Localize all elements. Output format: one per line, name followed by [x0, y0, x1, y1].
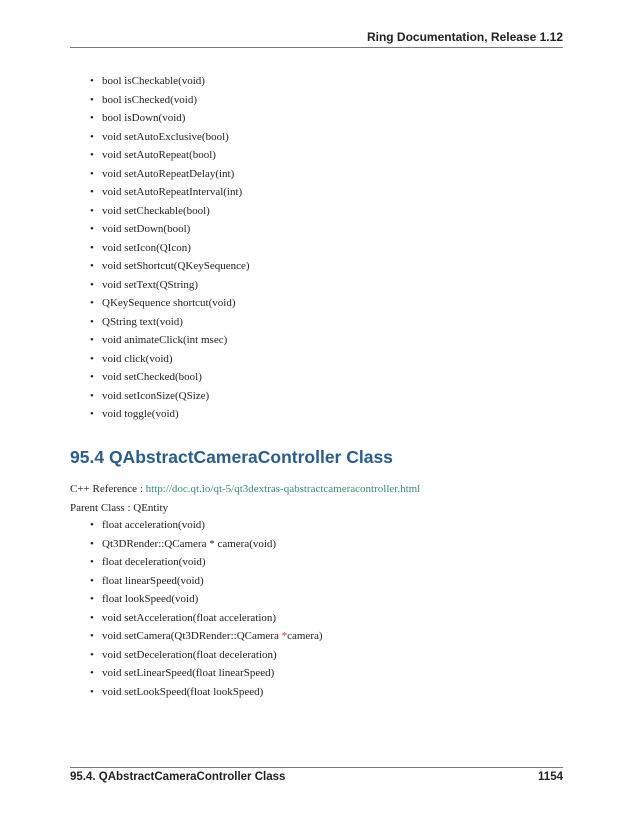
- list-item: • void setAutoRepeatInterval(int): [90, 183, 250, 202]
- list-item: • void setAutoRepeat(bool): [90, 146, 250, 165]
- list-item: • void setDown(bool): [90, 220, 250, 239]
- methods-list-1: [90, 72, 250, 424]
- page-footer: [70, 771, 563, 783]
- list-item: • void setIcon(QIcon): [90, 239, 250, 258]
- list-item: • void toggle(void): [90, 405, 250, 424]
- list-item: • void setCheckable(bool): [90, 202, 250, 221]
- list-item: • void setText(QString): [90, 276, 250, 295]
- list-item: • float deceleration(void): [90, 553, 323, 572]
- parent-class: Parent Class : QEntity: [70, 502, 169, 514]
- list-item: • float lookSpeed(void): [90, 590, 323, 609]
- page-number: 1154: [538, 771, 563, 783]
- highlight-asterisk: *: [281, 630, 288, 642]
- list-item: • float linearSpeed(void): [90, 572, 323, 591]
- methods-list-2: [90, 516, 323, 701]
- list-item: • bool isDown(void): [90, 109, 250, 128]
- list-item: • void setAutoRepeatDelay(int): [90, 165, 250, 184]
- footer-divider: [70, 767, 563, 768]
- list-item: • void animateClick(int msec): [90, 331, 250, 350]
- cpp-reference-label: C++ Reference :: [70, 483, 146, 495]
- section-title: [70, 447, 393, 468]
- list-item: • QString text(void): [90, 313, 250, 332]
- footer-section-label: 95.4. QAbstractCameraController Class: [70, 771, 286, 783]
- list-item: • QKeySequence shortcut(void): [90, 294, 250, 313]
- list-item: • void setShortcut(QKeySequence): [90, 257, 250, 276]
- list-item: • void setCamera(Qt3DRender::QCamera *camera): [90, 627, 323, 646]
- list-item: • bool isChecked(void): [90, 91, 250, 110]
- list-item: • void setLookSpeed(float lookSpeed): [90, 683, 323, 702]
- list-item: • void click(void): [90, 350, 250, 369]
- list-item: • Qt3DRender::QCamera * camera(void): [90, 535, 323, 554]
- page-header: [70, 30, 563, 44]
- cpp-reference-link[interactable]: http://doc.qt.io/qt-5/qt3dextras-qabstractcameracontroller.html: [145, 483, 421, 495]
- list-item: • void setIconSize(QSize): [90, 387, 250, 406]
- list-item: • float acceleration(void): [90, 516, 323, 535]
- list-item: • void setAutoExclusive(bool): [90, 128, 250, 147]
- list-item: • void setLinearSpeed(float linearSpeed): [90, 664, 323, 683]
- list-item: • bool isCheckable(void): [90, 72, 250, 91]
- list-item: • void setDeceleration(float deceleration): [90, 646, 323, 665]
- cpp-reference: [70, 483, 420, 495]
- header-title: Ring Documentation, Release 1.12: [366, 30, 563, 44]
- header-divider: [70, 47, 563, 48]
- list-item: • void setChecked(bool): [90, 368, 250, 387]
- list-item: • void setAcceleration(float acceleration): [90, 609, 323, 628]
- section-name: QAbstractCameraController Class: [108, 447, 393, 467]
- section-number: 95.4: [70, 447, 105, 467]
